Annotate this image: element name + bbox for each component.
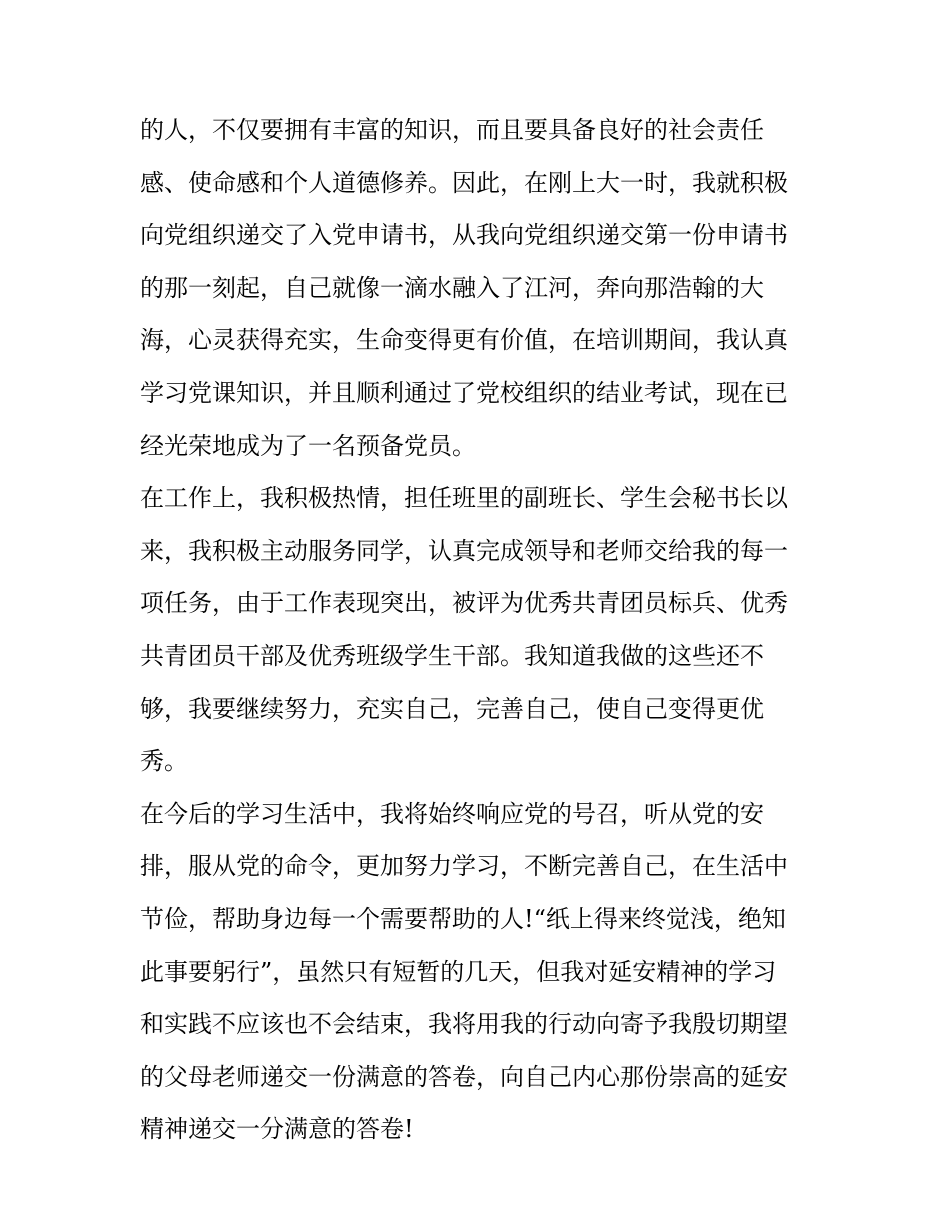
text-line: 排，服从党的命令，更加努力学习，不断完善自己，在生活中 [140,852,788,881]
text-line: 的父母老师递交一份满意的答卷，向自己内心那份崇高的延安 [140,1062,788,1091]
text-line: 的那一刻起，自己就像一滴水融入了江河，奔向那浩翰的大 [140,273,764,302]
text-line: 感、使命感和个人道德修养。因此，在刚上大一时，我就积极 [140,168,788,197]
text-line: 在今后的学习生活中，我将始终响应党的号召，听从党的安 [140,799,764,828]
text-line: 学习党课知识，并且顺利通过了党校组织的结业考试，现在已 [140,378,788,407]
text-line: 海，心灵获得充实，生命变得更有价值，在培训期间，我认真 [140,326,788,355]
text-line: 经光荣地成为了一名预备党员。 [140,431,476,460]
text-line: 来，我积极主动服务同学，认真完成领导和老师交给我的每一 [140,536,788,565]
text-line: 秀。 [140,747,188,776]
text-line: 精神递交一分满意的答卷! [140,1115,414,1144]
text-line: 在工作上，我积极热情，担任班里的副班长、学生会秘书长以 [140,484,788,513]
text-line: 共青团员干部及优秀班级学生干部。我知道我做的这些还不 [140,641,764,670]
text-line: 向党组织递交了入党申请书，从我向党组织递交第一份申请书 [140,221,788,250]
text-line: 够，我要继续努力，充实自己，完善自己，使自己变得更优 [140,694,764,723]
text-line: 节俭，帮助身边每一个需要帮助的人!“纸上得来终觉浅，绝知 [140,904,786,933]
text-line: 此事要躬行”，虽然只有短暂的几天，但我对延安精神的学习 [140,957,777,986]
text-line: 的人，不仅要拥有丰富的知识，而且要具备良好的社会责任 [140,116,764,144]
text-line: 项任务，由于工作表现突出，被评为优秀共青团员标兵、优秀 [140,589,788,618]
text-line: 和实践不应该也不会结束，我将用我的行动向寄予我殷切期望 [140,1010,788,1039]
document-body [140,104,820,1156]
